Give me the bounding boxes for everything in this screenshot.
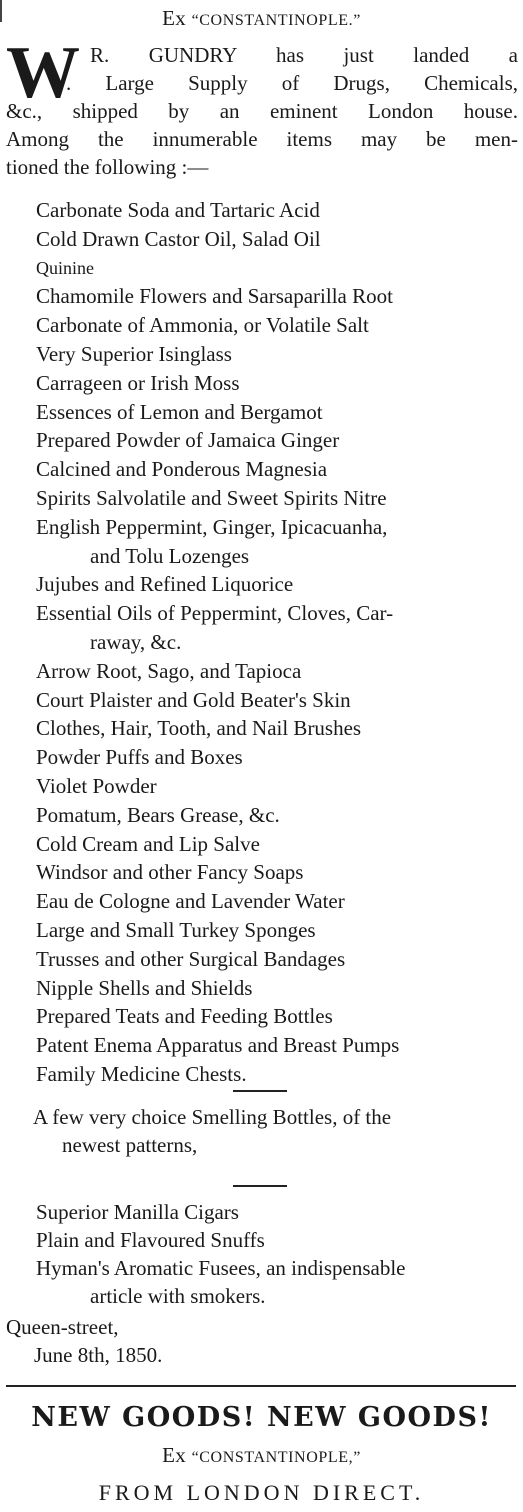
- list-item: Patent Enema Apparatus and Breast Pumps: [36, 1033, 400, 1058]
- list-item-continuation: and Tolu Lozenges: [90, 543, 250, 568]
- list-item: Trusses and other Surgical Bandages: [36, 946, 346, 971]
- list-item: English Peppermint, Ginger, Ipicacuanha,: [36, 514, 388, 539]
- ship-line: [0, 6, 523, 31]
- lead-line-4: Among the innumerable items may be men-: [6, 127, 518, 151]
- list-item: Clothes, Hair, Tooth, and Nail Brushes: [36, 716, 362, 741]
- list-item: Eau de Cologne and Lavender Water: [36, 889, 345, 914]
- item-list: [36, 196, 520, 1089]
- next-ad-headline: NEW GOODS! NEW GOODS!: [31, 1402, 492, 1433]
- ex-prefix: Ex: [162, 1443, 187, 1467]
- section-rule: [233, 1090, 287, 1092]
- list-item: Court Plaister and Gold Beater's Skin: [36, 687, 351, 712]
- list-item: Spirits Salvolatile and Sweet Spirits Nitre: [36, 485, 387, 510]
- list-item: Pomatum, Bears Grease, &c.: [36, 802, 280, 827]
- list-item: Large and Small Turkey Sponges: [36, 917, 316, 942]
- list-item: Jujubes and Refined Liquorice: [36, 572, 294, 597]
- list-item: Prepared Teats and Feeding Bottles: [36, 1004, 333, 1029]
- list-item: Violet Powder: [36, 773, 157, 798]
- list-item: Very Superior Isinglass: [36, 341, 232, 366]
- list-item: Quinine: [36, 257, 94, 278]
- cigars-line-1: Superior Manilla Cigars: [36, 1200, 239, 1224]
- lead-line-5: tioned the following :—: [6, 155, 209, 179]
- list-item: Nipple Shells and Shields: [36, 975, 253, 1000]
- list-item: Powder Puffs and Boxes: [36, 745, 243, 770]
- smelling-line-2: newest patterns,: [62, 1133, 198, 1157]
- list-item: Prepared Powder of Jamaica Ginger: [36, 428, 340, 453]
- lead-line-1: R. GUNDRY has just landed a: [90, 43, 518, 67]
- list-item: Carbonate of Ammonia, or Volatile Salt: [36, 313, 369, 338]
- signoff-place: Queen-street,: [6, 1315, 119, 1339]
- cigars-line-3: Hyman's Aromatic Fusees, an indispensable: [36, 1256, 406, 1280]
- list-item: Chamomile Flowers and Sarsaparilla Root: [36, 284, 393, 309]
- section-rule: [233, 1185, 287, 1187]
- signoff-date: June 8th, 1850.: [34, 1343, 163, 1367]
- cigars-line-2: Plain and Flavoured Snuffs: [36, 1228, 265, 1252]
- list-item: Arrow Root, Sago, and Tapioca: [36, 658, 302, 683]
- ship-name: “CONSTANTINOPLE.”: [191, 12, 361, 29]
- list-item: Cold Drawn Castor Oil, Salad Oil: [36, 226, 321, 251]
- list-item: Windsor and other Fancy Soaps: [36, 860, 304, 885]
- list-item: Carbonate Soda and Tartaric Acid: [36, 198, 320, 222]
- drop-cap: W: [6, 32, 80, 114]
- cigars-line-4: article with smokers.: [90, 1284, 266, 1308]
- list-item: Essences of Lemon and Bergamot: [36, 399, 323, 424]
- ship-name: “CONSTANTINOPLE,”: [191, 1449, 361, 1466]
- list-item: Calcined and Ponderous Magnesia: [36, 457, 328, 482]
- lead-line-3: &c., shipped by an eminent London house.: [6, 99, 518, 123]
- list-item: Carrageen or Irish Moss: [36, 370, 240, 395]
- smelling-line-1: A few very choice Smelling Bottles, of the: [33, 1105, 392, 1129]
- list-item: Cold Cream and Lip Salve: [36, 831, 260, 856]
- ex-prefix: Ex: [162, 6, 187, 30]
- lead-line-2: . Large Supply of Drugs, Chemicals,: [66, 71, 518, 95]
- list-item: Family Medicine Chests.: [36, 1061, 247, 1086]
- list-item: Essential Oils of Peppermint, Cloves, Car-: [36, 601, 394, 626]
- from-london-line: FROM LONDON DIRECT.: [98, 1480, 425, 1505]
- advertisement-divider: [6, 1385, 516, 1387]
- next-ad-ship-line: [0, 1443, 523, 1468]
- list-item-continuation: raway, &c.: [90, 629, 182, 654]
